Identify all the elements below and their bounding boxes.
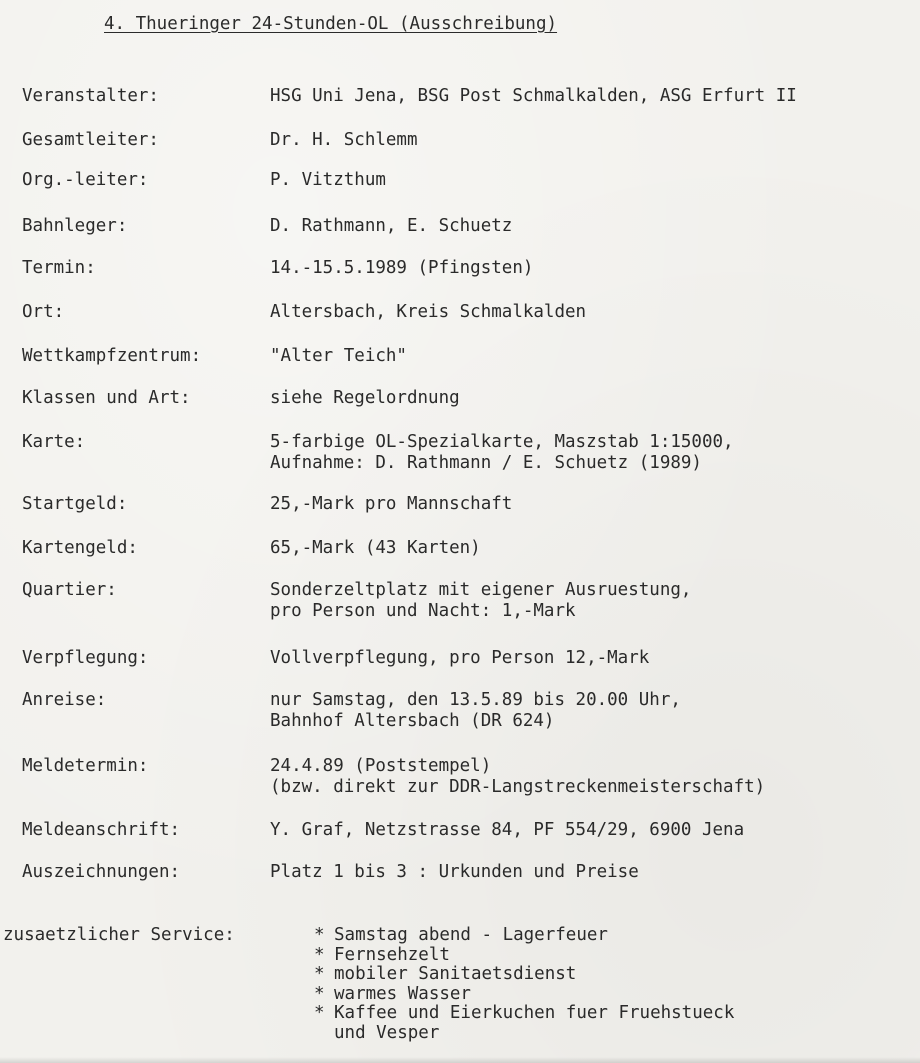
document-title: 4. Thueringer 24-Stunden-OL (Ausschreibung) [104, 14, 558, 34]
field-label: Org.-leiter: [22, 170, 149, 190]
bullet-star: * [314, 983, 325, 1004]
field-value: pro Person und Nacht: 1,-Mark [270, 601, 576, 621]
service-item-text: mobiler Sanitaetsdienst [334, 964, 577, 984]
field-value: siehe Regelordnung [270, 388, 460, 408]
field-label: Karte: [22, 432, 86, 452]
field-value: Aufnahme: D. Rathmann / E. Schuetz (1989) [270, 453, 702, 473]
paper-edge-shadow [0, 1057, 920, 1063]
field-value: 24.4.89 (Poststempel) [270, 756, 492, 776]
service-item [314, 926, 734, 946]
service-item [314, 985, 734, 1005]
field-label: Wettkampfzentrum: [22, 346, 202, 366]
service-item-text: warmes Wasser [334, 983, 471, 1004]
field-value: Vollverpflegung, pro Person 12,-Mark [270, 648, 650, 668]
service-section [3, 925, 735, 1043]
field-value: Y. Graf, Netzstrasse 84, PF 554/29, 6900 Jena [270, 820, 745, 840]
field-value: Platz 1 bis 3 : Urkunden und Preise [270, 862, 639, 882]
field-value: "Alter Teich" [270, 346, 407, 366]
field-label: Bahnleger: [22, 216, 128, 236]
field-label: Termin: [22, 258, 96, 278]
field-label: Startgeld: [22, 494, 128, 514]
service-item [314, 946, 734, 966]
service-item-text: Samstag abend - Lagerfeuer [334, 925, 608, 945]
service-item [314, 965, 734, 985]
service-item-text: Fernsehzelt [334, 944, 450, 965]
field-value: Dr. H. Schlemm [270, 130, 418, 150]
field-label: Verpflegung: [22, 648, 149, 668]
field-value: 65,-Mark (43 Karten) [270, 538, 481, 558]
field-label: Meldeanschrift: [22, 820, 181, 840]
field-value: Altersbach, Kreis Schmalkalden [270, 302, 587, 322]
bullet-star: * [314, 964, 325, 984]
service-label: zusaetzlicher Service: [3, 925, 235, 945]
field-label: Veranstalter: [22, 86, 159, 106]
field-label: Ort: [22, 302, 65, 322]
field-value: HSG Uni Jena, BSG Post Schmalkalden, ASG Erfurt II [270, 86, 797, 106]
field-label: Gesamtleiter: [22, 130, 159, 150]
bullet-star: * [314, 1003, 325, 1023]
field-value: D. Rathmann, E. Schuetz [270, 216, 513, 236]
field-value: 5-farbige OL-Spezialkarte, Maszstab 1:15000, [270, 432, 734, 452]
field-label: Kartengeld: [22, 538, 138, 558]
bullet-star: * [314, 925, 325, 945]
service-item [314, 1004, 734, 1024]
field-label: Klassen und Art: [22, 388, 191, 408]
field-label: Anreise: [22, 690, 107, 710]
field-value: 25,-Mark pro Mannschaft [270, 494, 513, 514]
field-value: Sonderzeltplatz mit eigener Ausruestung, [270, 580, 692, 600]
field-value: 14.-15.5.1989 (Pfingsten) [270, 258, 534, 278]
field-label: Meldetermin: [22, 756, 149, 776]
service-item-text: und Vesper [334, 1022, 440, 1043]
field-value: P. Vitzthum [270, 170, 386, 190]
field-value: nur Samstag, den 13.5.89 bis 20.00 Uhr, [270, 690, 681, 710]
service-item [314, 1024, 734, 1044]
bullet-star: * [314, 944, 325, 965]
service-item-text: Kaffee und Eierkuchen fuer Fruehstueck [334, 1003, 735, 1023]
field-value: Bahnhof Altersbach (DR 624) [270, 711, 555, 731]
field-label: Quartier: [22, 580, 117, 600]
field-value: (bzw. direkt zur DDR-Langstreckenmeisterschaft) [270, 777, 766, 797]
field-label: Auszeichnungen: [22, 862, 181, 882]
service-list [314, 926, 734, 1043]
